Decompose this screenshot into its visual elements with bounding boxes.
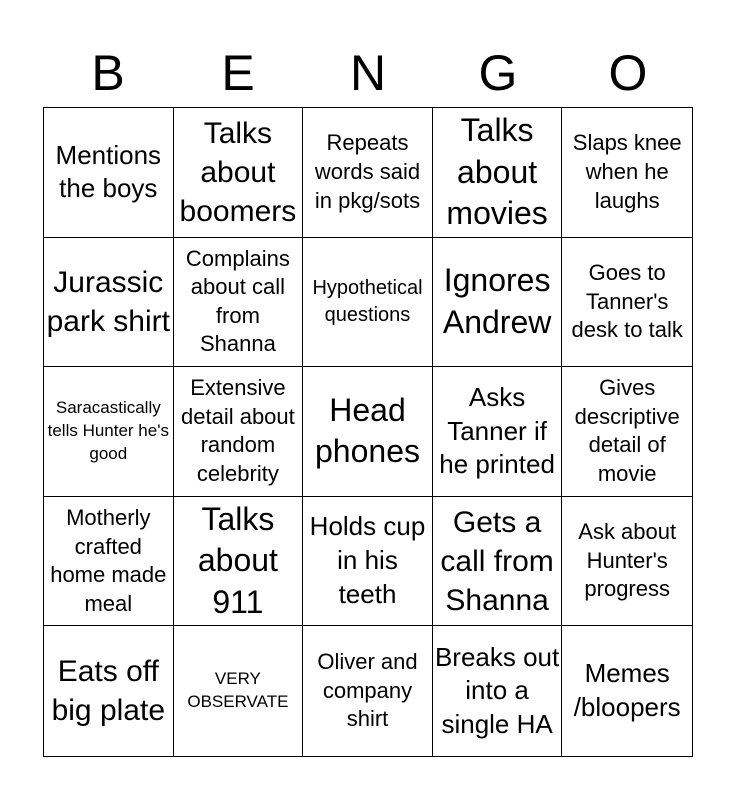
bingo-cell[interactable]	[562, 238, 692, 368]
bingo-cell[interactable]	[44, 626, 174, 756]
cell-label: Talks about 911	[197, 500, 278, 620]
cell-label: Holds cup in his teeth	[309, 511, 426, 609]
bingo-cell[interactable]	[433, 497, 563, 627]
bingo-cell[interactable]	[562, 497, 692, 627]
bingo-cell[interactable]	[562, 367, 692, 497]
header-letter-b: B	[91, 45, 125, 101]
cell-label: Hypothetical questions	[312, 276, 423, 326]
header-letter-e: E	[221, 45, 255, 101]
bingo-cell[interactable]	[303, 108, 433, 238]
bingo-cell[interactable]	[44, 367, 174, 497]
cell-label: VERY OBSERVATE	[187, 669, 289, 712]
cell-label: Eats off big plate	[51, 655, 166, 728]
bingo-cell[interactable]	[303, 626, 433, 756]
bingo-cell[interactable]	[303, 497, 433, 627]
cell-label: Ignores Andrew	[442, 262, 552, 340]
cell-label: Talks about movies	[446, 111, 548, 232]
cell-label: Goes to Tanner's desk to talk	[571, 260, 683, 343]
bingo-header	[43, 40, 693, 106]
cell-label: Repeats words said in pkg/sots	[314, 130, 421, 213]
cell-label: Mentions the boys	[55, 139, 162, 204]
cell-label: Motherly crafted home made meal	[50, 504, 167, 616]
cell-label: Gets a call from Shanna	[440, 505, 554, 617]
bingo-cell[interactable]	[433, 238, 563, 368]
bingo-cell[interactable]	[44, 238, 174, 368]
cell-label: Saracastically tells Hunter he's good	[47, 398, 169, 463]
cell-label: Breaks out into a single HA	[434, 641, 560, 740]
bingo-cell[interactable]	[562, 108, 692, 238]
bingo-cell[interactable]	[174, 367, 304, 497]
cell-label: Talks about boomers	[179, 116, 297, 228]
bingo-cell[interactable]	[174, 108, 304, 238]
header-letter-o: O	[608, 45, 648, 101]
bingo-cell[interactable]	[174, 626, 304, 756]
cell-label: Gives descriptive detail of movie	[574, 375, 680, 487]
cell-label: Jurassic park shirt	[46, 265, 170, 338]
bingo-cell[interactable]	[44, 108, 174, 238]
cell-label: Oliver and company shirt	[317, 649, 418, 732]
cell-label: Extensive detail about random celebrity	[181, 375, 295, 487]
cell-label: Slaps knee when he laughs	[572, 130, 682, 213]
bingo-cell[interactable]	[174, 497, 304, 627]
cell-label: Asks Tanner if he printed	[439, 381, 555, 480]
cell-label: Head phones	[315, 391, 420, 470]
cell-label: Ask about Hunter's progress	[578, 519, 677, 602]
bingo-cell[interactable]	[44, 497, 174, 627]
bingo-cell[interactable]	[562, 626, 692, 756]
bingo-cell[interactable]	[433, 367, 563, 497]
bingo-board	[43, 107, 693, 757]
cell-label: Memes /bloopers	[573, 658, 681, 723]
cell-label: Complains about call from Shanna	[185, 245, 290, 357]
header-letter-n: N	[349, 45, 387, 101]
header-letter-g: G	[478, 45, 518, 101]
bingo-cell[interactable]	[303, 238, 433, 368]
bingo-cell[interactable]	[303, 367, 433, 497]
bingo-cell[interactable]	[433, 626, 563, 756]
bingo-cell[interactable]	[433, 108, 563, 238]
bingo-cell[interactable]	[174, 238, 304, 368]
